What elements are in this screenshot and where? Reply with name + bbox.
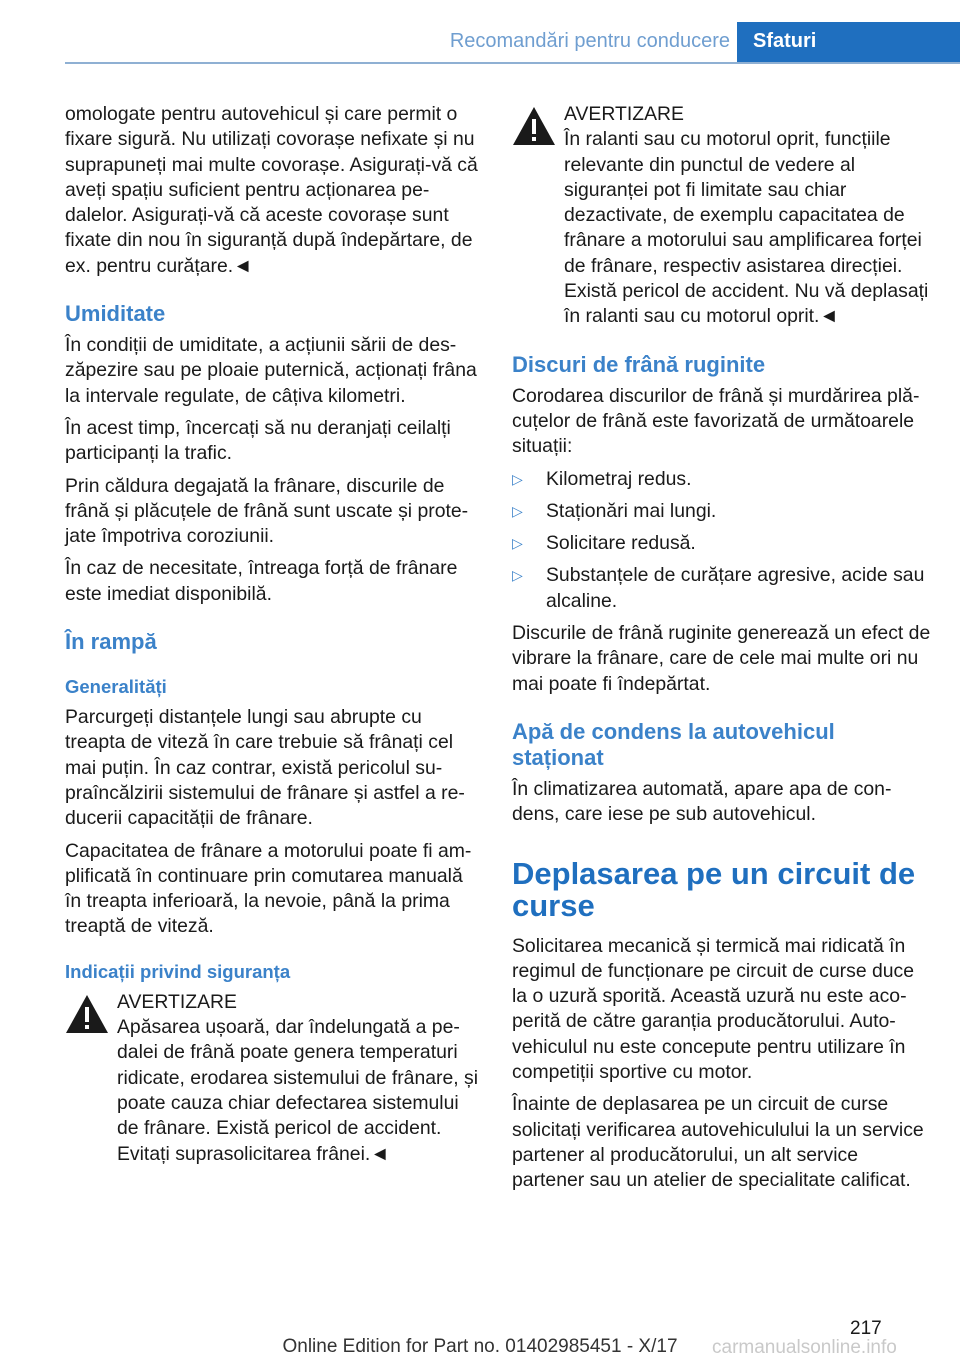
warning-text-wrap [564, 127, 932, 329]
footer-edition: Online Edition for Part no. 01402985451 - X/17 [282, 1336, 678, 1357]
list-item-text: Substanțele de curățare agresive, acide sau alcaline. [546, 564, 925, 612]
warning-block [512, 102, 932, 330]
warning-text-wrap [117, 1015, 480, 1167]
bullet-triangle-icon: ▷ [512, 502, 523, 519]
paragraph: Capacitatea de frânare a motorului poate fi amplificată în continuare prin comutarea manuală în treapta inferioară, la nevoie, până la prima treaptă de viteză. [65, 839, 472, 938]
bullet-triangle-icon: ▷ [512, 470, 523, 487]
heading-umiditate: Umiditate [65, 301, 166, 327]
list-item [512, 531, 932, 556]
paragraph: Discurile de frână ruginite generează un efect de vibrare la frânare, care de cele mai multe ori nu mai poate fi îndepărtat. [512, 622, 931, 695]
warning-title: AVERTIZARE [117, 990, 237, 1013]
paragraph: În acest timp, încercați să nu deranjați ceilalți participanți la trafic. [65, 416, 451, 465]
list-item [512, 467, 932, 492]
warning-block [65, 990, 480, 1167]
header-rule [65, 62, 960, 64]
list-item [512, 499, 932, 524]
right-column [512, 102, 932, 1201]
list-item [512, 563, 932, 614]
heading-discuri: Discuri de frână ruginite [512, 351, 766, 377]
paragraph: omologate pentru autovehicul și care permit o fixare sigură. Nu utilizați covorașe nefixate și nu suprapuneți mai multe covorașe. Asigurați-vă că aveți spațiu suficient pentru acționarea pedalelor. Asigurați-vă că aceste covorașe sunt fixate din nou în siguranță după îndepărtare, de ex. pentru curățare.◄ [65, 103, 478, 277]
warning-text: Apăsarea ușoară, dar îndelungată a pedalei de frână poate genera temperaturi ridicate, erodarea sistemului de frânare, și poate cauza chiar defectarea sistemului de frânare. Există pericol de accident. Evitați suprasolicitarea frânei.◄ [117, 1016, 479, 1165]
paragraph: În climatizarea automată, apare apa de condens, care iese pe sub autovehicul. [512, 777, 892, 826]
paragraph: Prin căldura degajată la frânare, discurile de frână și plăcuțele de frână sunt uscate și protejate împotriva coroziunii. [65, 474, 469, 548]
subheading-indicatii: Indicații privind siguranța [65, 960, 291, 982]
list-item-text: Staționări mai lungi. [546, 499, 717, 522]
list-item-text: Solicitare redusă. [546, 532, 696, 555]
paragraph: În caz de necesitate, întreaga forță de frânare este imediat disponibilă. [65, 557, 458, 605]
paragraph: Parcurgeți distanțele lungi sau abrupte cu treapta de viteză în care trebuie să frânați cel mai puțin. În caz contrar, există pericolul supraîncălzirii sistemului de frânare și astfel a reducerii capacității de frânare. [65, 706, 465, 830]
warning-triangle-icon [512, 106, 556, 146]
bullet-list [512, 467, 932, 614]
running-header-tab: Sfaturi [737, 22, 960, 64]
heading-apa-condens: Apă de condens la autovehicul staționat [512, 718, 835, 770]
subheading-generalitati: Generalități [65, 676, 167, 698]
warning-text: În ralanti sau cu motorul oprit, funcțiile relevante din punctul de vedere al siguranței pot fi limitate sau chiar dezactivate, de exemplu capacitatea de frânare a motorului sau amplificarea forței de frânare, respectiv asistarea direcției. Există pericol de accident. Nu vă deplasați în ralanti sau cu motorul oprit.◄ [564, 128, 929, 328]
heading-circuit-curse: Deplasarea pe un circuit de curse [512, 855, 916, 923]
paragraph: Înainte de deplasarea pe un circuit de curse solicitați verificarea autovehiculului la un service partener al producătorului, un alt service partener sau un atelier de specialitate calificat. [512, 1093, 924, 1192]
list-item-text: Kilometraj redus. [546, 467, 692, 490]
warning-triangle-icon [65, 994, 109, 1034]
paragraph: Solicitarea mecanică și termică mai ridicată în regimul de funcționare pe circuit de curse duce la o uzură sporită. Această uzură nu este acoperită de către garanția producătorului. Autovehiculul nu este concepute pentru utilizare în competiții sportive cu motor. [512, 934, 915, 1084]
paragraph: Corodarea discurilor de frână și murdărirea plăcuțelor de frână este favorizată de următoarele situații: [512, 384, 920, 458]
heading-rampa: În rampă [65, 629, 157, 655]
page-number: 217 [850, 1318, 882, 1339]
warning-title: AVERTIZARE [564, 103, 684, 125]
left-column [65, 102, 480, 1174]
running-header-section: Recomandări pentru conducere [449, 30, 730, 52]
watermark: carmanualsonline.info [712, 1337, 897, 1358]
bullet-triangle-icon: ▷ [512, 567, 523, 584]
bullet-triangle-icon: ▷ [512, 535, 523, 552]
paragraph: În condiții de umiditate, a acțiunii sării de deszăpezire sau pe ploaie puternică, acționați frâna la intervale regulate, de câțiva kilometri. [65, 334, 477, 407]
